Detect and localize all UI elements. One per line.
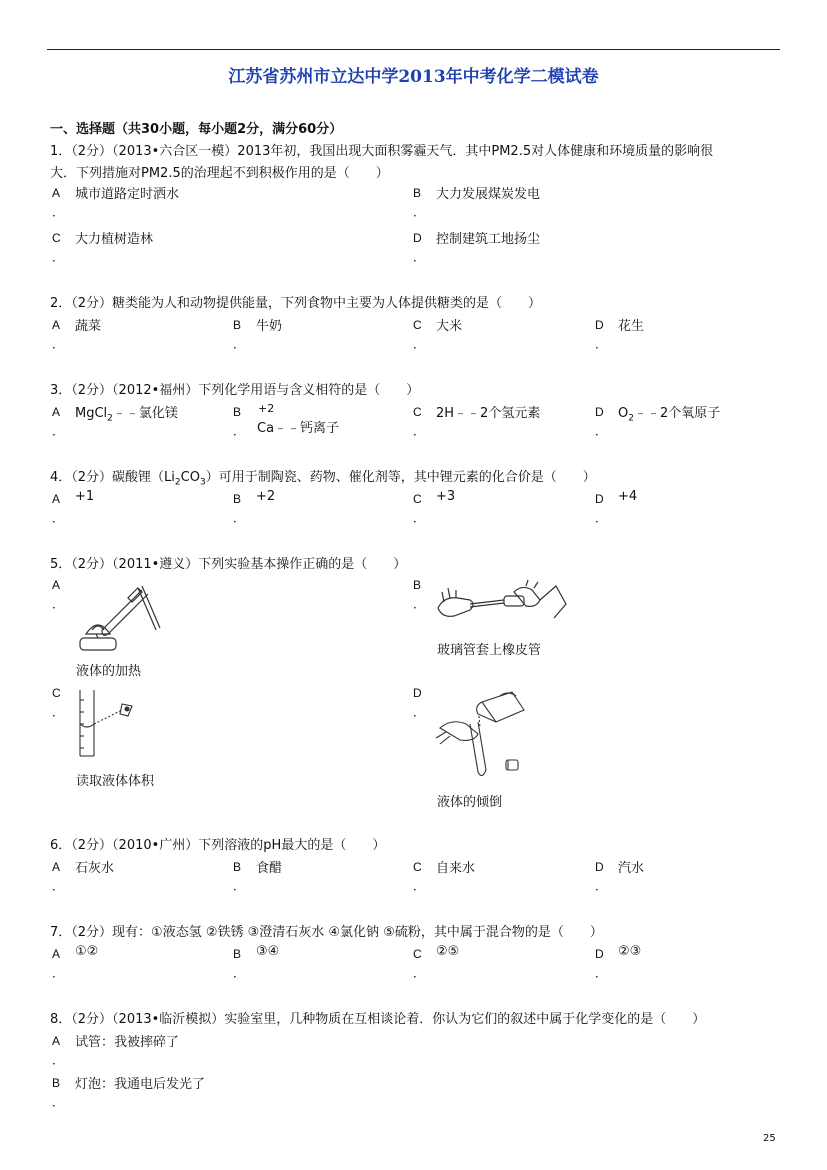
q8-option-a-text: 试管：我被摔碎了 <box>75 1035 180 1050</box>
q7-option-c-letter: C <box>413 947 422 961</box>
q2-stem: 2．（2分）糖类能为人和动物提供能量，下列食物中主要为人体提供糖类的是（ ） <box>50 296 542 311</box>
q6-option-b-text: 食醋 <box>256 861 283 876</box>
q5-stem: 5．（2分）（2011•遵义）下列实验基本操作正确的是（ ） <box>50 557 407 572</box>
q2-option-b-text: 牛奶 <box>256 319 283 334</box>
q7-option-c-text: ②⑤ <box>436 944 460 959</box>
q6-stem <box>50 834 385 853</box>
q4-option-c-letter: C <box>413 492 422 506</box>
q4-stem-post: ）可用于制陶瓷、药物、催化剂等，其中锂元素的化合价是（ ） <box>205 470 596 485</box>
q3-option-a-text <box>75 402 178 424</box>
q3-d-subscript: 2 <box>628 413 634 424</box>
option-dot: ． <box>52 337 65 351</box>
q2-option-d-letter: D <box>595 318 604 332</box>
q5-option-c-caption: 读取液体体积 <box>76 774 155 789</box>
q5-option-c-letter: C <box>52 686 61 700</box>
q1-option-a-text: 城市道路定时洒水 <box>75 187 180 202</box>
option-dot: ． <box>233 424 246 438</box>
q8-stem: 8．（2分）（2013•临沂模拟）实验室里，几种物质在互相谈论着．你认为它们的叙述中属于化学变化的是（ ） <box>50 1012 706 1027</box>
q2-option-c-letter: C <box>413 318 422 332</box>
document-title: 江苏省苏州市立达中学2013年中考化学二模试卷 <box>228 67 599 87</box>
q4-option-d-letter: D <box>595 492 604 506</box>
option-dot: ． <box>595 511 608 525</box>
option-dot: ． <box>233 511 246 525</box>
option-dot: ． <box>233 966 246 980</box>
q1-option-b-text: 大力发展煤炭发电 <box>436 187 541 202</box>
option-dot: ． <box>52 1053 65 1067</box>
q4-option-c-text: +3 <box>436 489 456 504</box>
option-dot: ． <box>52 424 65 438</box>
q4-stem-pre: 4．（2分）碳酸锂（Li <box>50 470 175 485</box>
q4-option-b-text: +2 <box>256 489 276 504</box>
q2-option-c-text: 大米 <box>436 319 463 334</box>
q2-option-b-letter: B <box>233 318 242 332</box>
q8-option-a-letter: A <box>52 1034 61 1048</box>
option-dot: ． <box>52 1095 65 1109</box>
q7-option-b-text: ③④ <box>256 944 280 959</box>
q5-option-a-letter: A <box>52 578 61 592</box>
q3-a-subscript: 2 <box>107 413 113 424</box>
q2-option-a-letter: A <box>52 318 61 332</box>
option-dot: ． <box>52 205 65 219</box>
q1-stem-line1: 1．（2分）（2013•六合区一模）2013年初，我国出现大面积雾霾天气．其中PM2.5对人体健康和环境质量的影响很 <box>50 144 714 159</box>
q6-option-b-letter: B <box>233 860 242 874</box>
q5-option-d-letter: D <box>413 686 422 700</box>
q5-option-d-caption: 液体的倾倒 <box>437 795 503 810</box>
q4-sub2: 3 <box>199 477 206 488</box>
q3-option-b-letter: B <box>233 405 242 419</box>
q1-option-d-letter: D <box>413 231 422 245</box>
q6-option-c-letter: C <box>413 860 422 874</box>
option-dot: ． <box>413 966 426 980</box>
q3-b-symbol: Ca <box>257 421 275 436</box>
q4-option-a-letter: A <box>52 492 61 506</box>
option-dot: ． <box>595 337 608 351</box>
option-dot: ． <box>413 424 426 438</box>
q3-option-c-text: 2H﹣﹣2个氢元素 <box>436 406 541 421</box>
q4-option-a-text: +1 <box>75 489 95 504</box>
q3-a-formula: MgCl <box>75 406 108 421</box>
header-rule <box>47 49 780 50</box>
q3-stem: 3．（2分）（2012•福州）下列化学用语与含义相符的是（ ） <box>50 383 420 398</box>
q5-option-b-caption: 玻璃管套上橡皮管 <box>437 643 542 658</box>
q6-option-d-letter: D <box>595 860 604 874</box>
q6-stem-ph: pH <box>263 838 282 853</box>
q3-d-formula: O <box>618 406 629 421</box>
option-dot: ． <box>595 966 608 980</box>
option-dot: ． <box>52 511 65 525</box>
option-dot: ． <box>595 424 608 438</box>
q7-stem: 7．（2分）现有：①液态氢 ②铁锈 ③澄清石灰水 ④氯化钠 ⑤硫粉，其中属于混合物的是（ ） <box>50 925 603 940</box>
q6-stem-post: 最大的是（ ） <box>281 838 386 853</box>
option-dot: ． <box>413 337 426 351</box>
option-dot: ． <box>52 705 65 719</box>
q2-option-d-text: 花生 <box>618 319 645 334</box>
section-heading: 一、选择题（共30小题，每小题2分，满分60分） <box>50 122 343 137</box>
q5-option-a-caption: 液体的加热 <box>76 664 142 679</box>
option-dot: ． <box>413 597 426 611</box>
q1-option-d-text: 控制建筑工地扬尘 <box>436 232 541 247</box>
q3-b-option-text <box>257 417 339 436</box>
q4-sub1: 2 <box>174 477 181 488</box>
q7-option-a-text: ①② <box>75 944 99 959</box>
q4-stem-mid: CO <box>180 470 200 485</box>
q3-d-meaning: ﹣﹣2个氧原子 <box>633 406 721 421</box>
q1-option-c-letter: C <box>52 231 61 245</box>
q3-option-d-text <box>618 402 720 424</box>
q4-stem <box>50 466 596 488</box>
option-dot: ． <box>413 879 426 893</box>
q8-option-b-text: 灯泡：我通电后发光了 <box>75 1077 206 1092</box>
option-dot: ． <box>595 879 608 893</box>
q7-option-d-letter: D <box>595 947 604 961</box>
q1-option-c-text: 大力植树造林 <box>75 232 154 247</box>
q3-b-charge: +2 <box>258 402 275 415</box>
q3-option-c-letter: C <box>413 405 422 419</box>
option-dot: ． <box>52 250 65 264</box>
option-dot: ． <box>52 966 65 980</box>
option-dot: ． <box>413 705 426 719</box>
option-dot: ． <box>52 879 65 893</box>
q1-option-a-letter: A <box>52 186 61 200</box>
q7-option-a-letter: A <box>52 947 61 961</box>
q6-option-a-letter: A <box>52 860 61 874</box>
graduated-cylinder-figure <box>72 688 142 760</box>
option-dot: ． <box>52 597 65 611</box>
q6-option-d-text: 汽水 <box>618 861 645 876</box>
option-dot: ． <box>413 205 426 219</box>
test-tube-heating-figure <box>72 582 164 652</box>
q6-stem-pre: 6．（2分）（2010•广州）下列溶液的 <box>50 838 264 853</box>
q1-option-b-letter: B <box>413 186 422 200</box>
q2-option-a-text: 蔬菜 <box>75 319 102 334</box>
q3-option-d-letter: D <box>595 405 604 419</box>
q3-option-a-letter: A <box>52 405 61 419</box>
option-dot: ． <box>413 511 426 525</box>
q4-option-b-letter: B <box>233 492 242 506</box>
option-dot: ． <box>413 250 426 264</box>
q5-option-b-letter: B <box>413 578 422 592</box>
q3-b-meaning: ﹣﹣钙离子 <box>274 421 340 436</box>
q7-option-d-text: ②③ <box>618 944 642 959</box>
q7-option-b-letter: B <box>233 947 242 961</box>
q3-a-meaning: ﹣﹣氯化镁 <box>112 406 178 421</box>
option-dot: ． <box>233 879 246 893</box>
q4-option-d-text: +4 <box>618 489 638 504</box>
q8-option-b-letter: B <box>52 1076 61 1090</box>
option-dot: ． <box>233 337 246 351</box>
glass-tube-rubber-tube-figure <box>430 578 570 628</box>
q6-option-c-text: 自来水 <box>436 861 476 876</box>
page-number: 25 <box>763 1133 776 1144</box>
q6-option-a-text: 石灰水 <box>75 861 115 876</box>
q1-stem-line2: 大．下列措施对PM2.5的治理起不到积极作用的是（ ） <box>50 166 389 181</box>
liquid-pouring-figure <box>430 688 530 784</box>
